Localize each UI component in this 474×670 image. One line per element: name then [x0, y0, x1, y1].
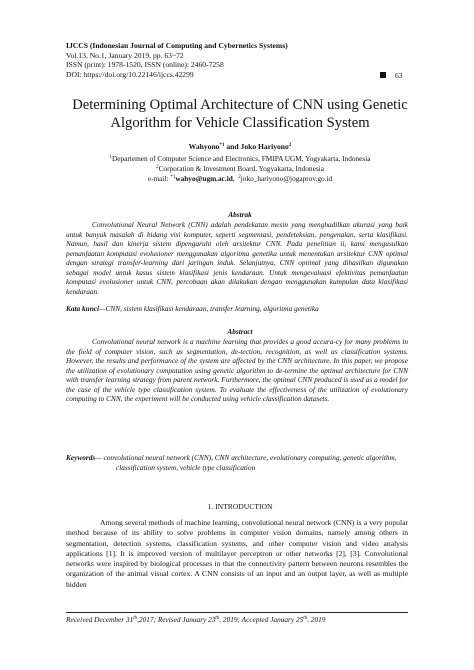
keywords-text: — convolutional neural network (CNN), CNN architecture, evolutionary computing, genetic algorithm, classification system, vehicle type classification [95, 453, 397, 472]
received-year: ,2017; [137, 615, 158, 624]
abstrak-heading: Abstrak [228, 210, 252, 219]
abstract-text: Convolutional neural network is a machine learning that provides a good accura-cy for many problems in the field of computer vision, such as segmentation, de-tection, recognition, as well as classification systems. However, the results and performance of the system are affected by the CNN architecture. In this paper, we propose the utilization of evolutionary computation using genetic algorithm to de-termine the optimal architecture for CNN with transfer learning strategy from parent network. Furthermore, the optimal CNN produced is used as a model for the case of the vehicle type classification system. To evaluate the effectiveness of the utilization of evolutionary computing to CNN, the experiment will be conducted using vehicle classification datasets. [66, 337, 408, 403]
email-2-sup: 2 [238, 175, 241, 180]
revised-year: , 2019; [219, 615, 242, 624]
received-date: Received December 31 [66, 615, 134, 624]
affiliation-1-text: Departemen of Computer Science and Electronics, FMIPA UGM, Yogyakarta, Indonesia [111, 154, 371, 163]
keywords [66, 453, 408, 472]
submission-dates [66, 615, 408, 624]
accepted-date: Accepted January 25 [241, 615, 304, 624]
page-number: 63 [395, 71, 403, 80]
introduction-paragraph: Among several methods of machine learning, convolutional neural network (CNN) is a very popular method because of its ability to solve problems in computer vision domains, namely among others in segmentation, detection systems, classification systems, and other computer vision and video analysis applications [1]. It is improved version of multilayer perceptron or other networks [2], [3]. Convolutional networks were inspired by biological processes in that the connectivity pattern between neurons resembles the organization of the animal visual cortex. A CNN consists of an input and an output layer, as well as multiple hidden [66, 518, 408, 589]
email-2[interactable]: joko_hariyono@jogaprov.go.id [240, 174, 333, 183]
journal-name: IJCCS (Indonesian Journal of Computing and Cybernetics Systems) [66, 41, 288, 50]
journal-issn: ISSN (print): 1978-1520, ISSN (online): 2460-7258 [66, 60, 224, 70]
email-label: e-mail: [147, 174, 171, 183]
author-1: Wahyono [188, 142, 220, 151]
email-separator: , [232, 174, 239, 183]
author-conjunction: and [224, 142, 241, 151]
keywords-block [66, 453, 408, 472]
email-1-sup: *1 [170, 175, 176, 180]
abstrak-text: Convolutional Neural Network (CNN) adalah pendekatan mesin yang menghadilkan akurasi yang baik untuk banyak masalah di bidang visi komputer, seperti segmentasi, pendeteksian, pengenalan, serta klasifikasi. Namun, hasil dan kinerja sistem dipengaruhi oleh arsitektur CNN. Pada penelitian ii, kami mengusulkan pemanfaatan komputasi evolusioner menggunakan algoritma genetika untuk menentukan arsitektur CNN optimal dengan strategi transfer-learning dari jaringan induk. Selanjutnya, CNN optimal yang dihasilkan digunakan sebagai model untuk kasus sistem klasifikasi jenis kendaraan. Untuk mengevaluasi efektivitas pemanfaatan komputasi evolusioner untuk CNN, percobaan akan dilakukan dengan menggunakan kumpulan data klasifikasi kendaraan. [66, 220, 408, 296]
affiliation-1 [40, 154, 440, 164]
square-bullet-icon [380, 72, 386, 78]
received-sup: th [133, 616, 138, 621]
revised-date: Revised January 23 [157, 615, 216, 624]
kata-kunci-label: Kata kunci [66, 304, 100, 313]
kata-kunci [66, 304, 408, 314]
paper-title-line1: Determining Optimal Architecture of CNN using Genetic [72, 97, 408, 113]
footer-divider [66, 612, 408, 613]
author-2-sup: 2 [288, 143, 292, 148]
email-1[interactable]: wahyo@ugm.ac.id [175, 174, 233, 183]
journal-header [66, 41, 416, 79]
accepted-sup: th [303, 616, 308, 621]
paper-title-line2: Algorithm for Vehicle Classification System [110, 115, 370, 131]
affiliation-1-sup: 1 [109, 155, 112, 160]
kata-kunci-text: —CNN, sistem klasifikasi kendaraan, transfer learning, algoritma genetika [99, 304, 319, 313]
author-list [40, 142, 440, 151]
page-number-block [380, 71, 403, 80]
affiliation-2-text: Corporation & Investment Board, Yogyakarta, Indonesia [158, 164, 324, 173]
author-1-sup: *1 [219, 143, 225, 148]
paper-title [40, 96, 440, 132]
journal-doi: DOI: https://doi.org/10.22146/ijccs.42299 [66, 69, 194, 79]
affiliation-2 [40, 164, 440, 174]
journal-volume: Vol.13, No.1, January 2019, pp. 63~72 [66, 50, 184, 60]
keywords-label: Keywords [66, 453, 96, 462]
abstract-heading: Abstract [227, 327, 253, 336]
revised-sup: th [215, 616, 220, 621]
author-2: Joko Hariyono [240, 142, 289, 151]
email-line [40, 174, 440, 184]
section-heading-introduction: 1. INTRODUCTION [207, 502, 273, 511]
affiliation-2-sup: 2 [156, 165, 159, 170]
accepted-year: , 2019 [307, 615, 326, 624]
